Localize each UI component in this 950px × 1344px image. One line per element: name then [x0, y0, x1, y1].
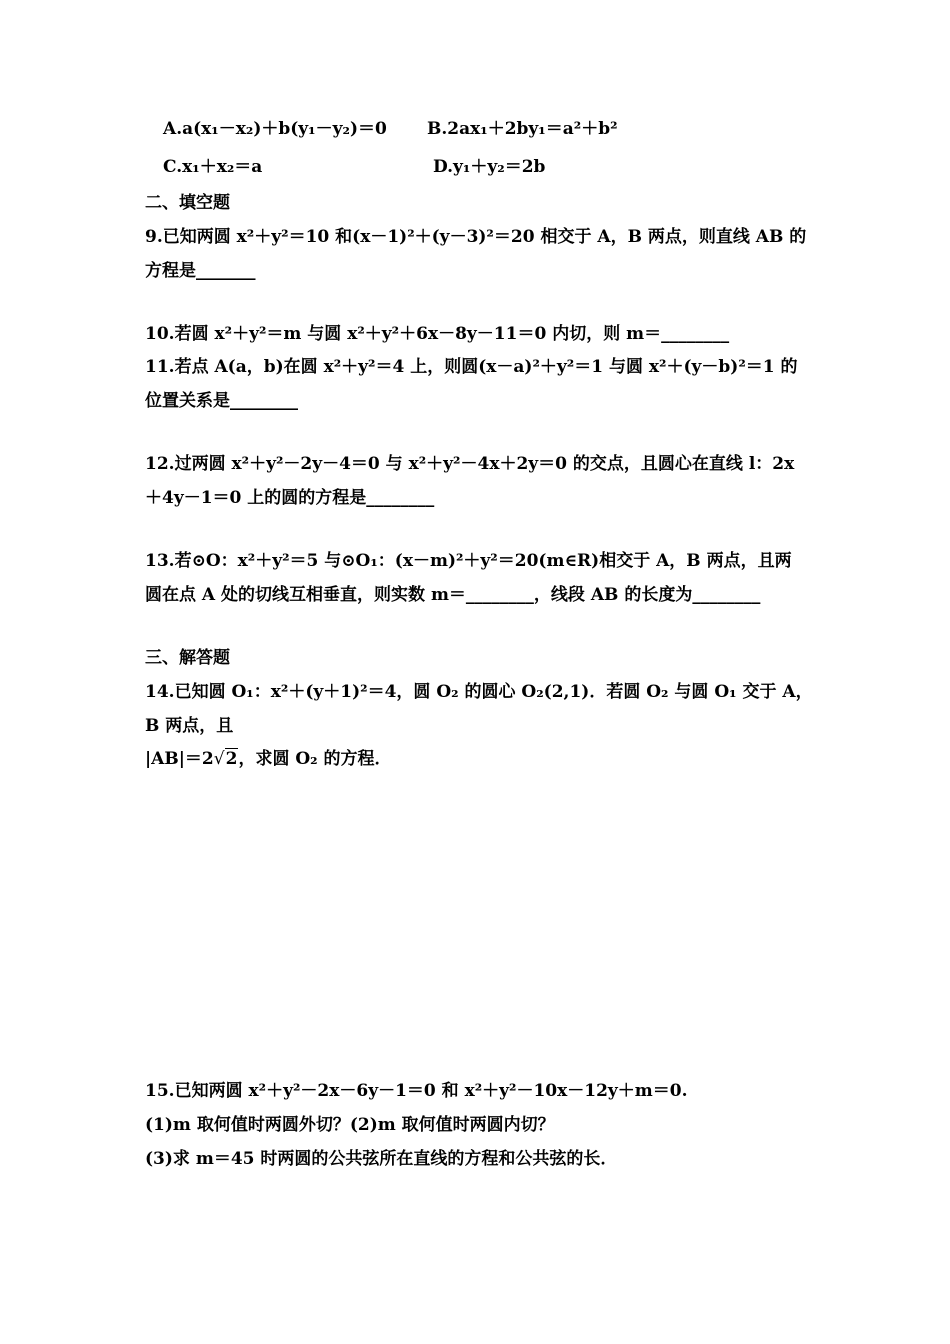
q14-line1: 14.已知圆 O₁：x²＋(y＋1)²＝4，圆 O₂ 的圆心 O₂(2,1)．若圆 O₂ 与圆 O₁ 交于 A，: [145, 682, 813, 702]
q10-line1: 10.若圆 x²＋y²＝m 与圆 x²＋y²＋6x－8y－11＝0 内切，则 m＝________: [145, 324, 730, 344]
q8-option-a: A.a(x₁－x₂)＋b(y₁－y₂)＝0: [163, 119, 387, 139]
q8-option-b: B.2ax₁＋2by₁＝a²＋b²: [427, 119, 618, 139]
q8-option-c: C.x₁＋x₂＝a: [163, 157, 263, 177]
q14-line3-suffix: ，求圆 O₂ 的方程．: [238, 749, 392, 769]
q13-line2: 圆在点 A 处的切线互相垂直，则实数 m＝________，线段 AB 的长度为________: [145, 585, 761, 605]
q9-line2: 方程是_______: [145, 261, 256, 281]
q15-line3: (3)求 m＝45 时两圆的公共弦所在直线的方程和公共弦的长．: [145, 1149, 618, 1169]
q8-option-d: D.y₁＋y₂＝2b: [433, 157, 546, 177]
q15-line2: (1)m 取何值时两圆外切？(2)m 取何值时两圆内切？: [145, 1115, 555, 1135]
q9-line1: 9.已知两圆 x²＋y²＝10 和(x－1)²＋(y－3)²＝20 相交于 A，B 两点，则直线 AB 的: [145, 227, 807, 247]
q14-line3-prefix: |AB|＝2: [145, 749, 214, 769]
q13-line1: 13.若⊙O：x²＋y²＝5 与⊙O₁：(x－m)²＋y²＝20(m∈R)相交于 A，B 两点，且两: [145, 551, 792, 571]
section-title-fill-in: 二、填空题: [145, 193, 230, 213]
q15-line1: 15.已知两圆 x²＋y²－2x－6y－1＝0 和 x²＋y²－10x－12y＋m＝0.: [145, 1081, 688, 1101]
sqrt-symbol: √2: [213, 749, 238, 769]
q11-line2: 位置关系是________: [145, 391, 298, 411]
q14-line2: B 两点，且: [145, 716, 234, 736]
q14-line3: [145, 748, 392, 770]
q12-line1: 12.过两圆 x²＋y²－2y－4＝0 与 x²＋y²－4x＋2y＝0 的交点，且圆心在直线 l：2x: [145, 454, 795, 474]
q14-radicand: 2: [225, 749, 238, 769]
section-title-answer: 三、解答题: [145, 648, 230, 668]
q11-line1: 11.若点 A(a，b)在圆 x²＋y²＝4 上，则圆(x－a)²＋y²＝1 与圆 x²＋(y－b)²＝1 的: [145, 357, 798, 377]
q12-line2: ＋4y－1＝0 上的圆的方程是________: [145, 488, 435, 508]
